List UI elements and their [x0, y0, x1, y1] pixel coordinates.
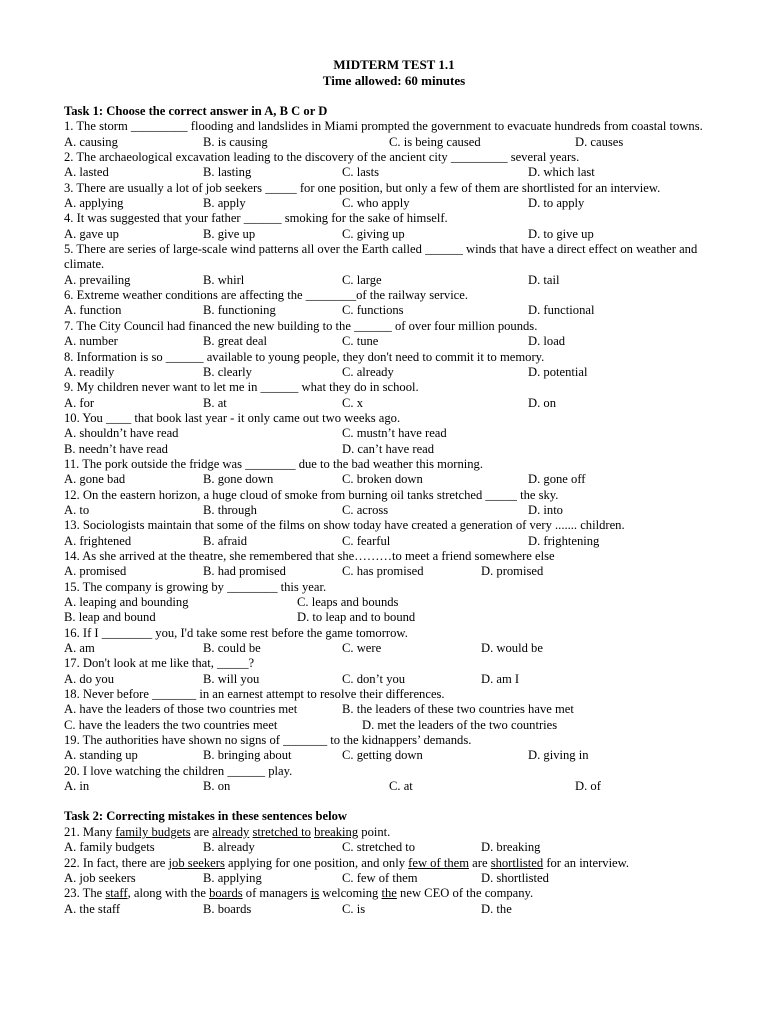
- option: A. lasted: [64, 165, 109, 180]
- option: A. prevailing: [64, 272, 131, 287]
- option: D. to leap and to bound: [297, 610, 416, 625]
- question-5: 5. There are series of large-scale wind patterns all over the Earth called ______ winds that have a direct effect on weather and climate.: [64, 242, 698, 272]
- option: B. leap and bound: [64, 610, 156, 625]
- option: A. causing: [64, 134, 118, 149]
- option: D. on: [528, 395, 556, 410]
- option: A. am: [64, 641, 95, 656]
- option: C. at: [389, 779, 413, 794]
- underlined-segment: job seekers: [168, 855, 225, 870]
- option: C. lasts: [342, 165, 380, 180]
- underlined-segment: stretched to: [252, 824, 311, 839]
- time-allowed: Time allowed: 60 minutes: [322, 73, 466, 88]
- underlined-segment: staff: [105, 886, 128, 901]
- option: B. gone down: [203, 472, 274, 487]
- question-7: 7. The City Council had financed the new building to the ______ of over four million pounds.: [64, 318, 538, 333]
- option: A. number: [64, 334, 118, 349]
- options-10: [64, 426, 724, 457]
- option: D. to apply: [528, 196, 585, 211]
- option: C. don’t you: [342, 671, 406, 686]
- option: C. were: [342, 641, 382, 656]
- question-14: 14. As she arrived at the theatre, she remembered that she………to meet a friend somewhere else: [64, 548, 555, 563]
- option: C. already: [342, 364, 394, 379]
- option: A. family budgets: [64, 840, 155, 855]
- option: B. the leaders of these two countries have met: [342, 702, 574, 717]
- options-22: [64, 871, 724, 886]
- option: C. mustn’t have read: [342, 426, 447, 441]
- option: A. for: [64, 395, 95, 410]
- option: C. across: [342, 502, 389, 517]
- option: D. shortlisted: [481, 870, 549, 885]
- question-3: 3. There are usually a lot of job seekers _____ for one position, but only a few of them are shortlisted for an interview.: [64, 180, 661, 195]
- option: B. had promised: [203, 564, 286, 579]
- option: D. into: [528, 502, 563, 517]
- underlined-segment: the: [381, 886, 397, 901]
- options-21: [64, 840, 724, 855]
- option: B. on: [203, 779, 231, 794]
- underlined-segment: few of them: [408, 855, 470, 870]
- option: D. promised: [481, 564, 544, 579]
- option: C. functions: [342, 303, 404, 318]
- option: C. broken down: [342, 472, 423, 487]
- task2-heading: Task 2: Correcting mistakes in these sentences below: [64, 809, 347, 824]
- option: D. am I: [481, 671, 520, 686]
- option: D. of: [575, 779, 601, 794]
- option: D. gone off: [528, 472, 586, 487]
- option: D. causes: [575, 134, 624, 149]
- option: A. standing up: [64, 748, 138, 763]
- task1-heading: Task 1: Choose the correct answer in A, B C or D: [64, 104, 328, 118]
- option: B. is causing: [203, 134, 268, 149]
- option: C. tune: [342, 334, 379, 349]
- options-13: [64, 534, 724, 549]
- option: D. load: [528, 334, 566, 349]
- underlined-segment: is: [310, 886, 320, 901]
- option: A. the staff: [64, 901, 121, 916]
- underlined-segment: breaking: [314, 824, 359, 839]
- question-4: 4. It was suggested that your father ______ smoking for the sake of himself.: [64, 211, 448, 226]
- option: A. leaping and bounding: [64, 595, 189, 609]
- option: B. afraid: [203, 533, 248, 548]
- option: A. function: [64, 303, 122, 318]
- option: B. will you: [203, 671, 260, 686]
- option: D. breaking: [481, 840, 541, 855]
- option: A. have the leaders of those two countries met: [64, 702, 298, 717]
- options-4: [64, 227, 724, 242]
- option: B. needn’t have read: [64, 441, 168, 456]
- option: D. met the leaders of the two countries: [362, 717, 558, 732]
- options-7: [64, 334, 724, 349]
- option: B. clearly: [203, 364, 252, 379]
- underlined-segment: already: [212, 824, 250, 839]
- question-21: 21. Many family budgets are already stretched to breaking point.: [64, 824, 391, 839]
- option: A. readily: [64, 364, 115, 379]
- underlined-segment: boards: [209, 886, 243, 901]
- question-2: 2. The archaeological excavation leading to the discovery of the ancient city _________ several years.: [64, 150, 580, 165]
- question-6: 6. Extreme weather conditions are affecting the ________of the railway service.: [64, 288, 469, 303]
- option: D. tail: [528, 272, 560, 287]
- question-20: 20. I love watching the children ______ play.: [64, 763, 293, 778]
- question-9: 9. My children never want to let me in ______ what they do in school.: [64, 380, 419, 395]
- option: C. have the leaders the two countries meet: [64, 717, 278, 732]
- option: B. through: [203, 502, 257, 517]
- option: B. functioning: [203, 303, 276, 318]
- question-23: 23. The staff, along with the boards of managers is welcoming the new CEO of the company.: [64, 886, 534, 901]
- options-18b: [64, 718, 724, 733]
- option: A. frightened: [64, 533, 132, 548]
- option: B. bringing about: [203, 748, 292, 763]
- option: B. already: [203, 840, 255, 855]
- option: D. would be: [481, 641, 543, 656]
- option: C. who apply: [342, 196, 410, 211]
- option: C. giving up: [342, 226, 405, 241]
- question-8: 8. Information is so ______ available to young people, they don't need to commit it to memory.: [64, 349, 545, 364]
- option: B. apply: [203, 196, 246, 211]
- underlined-segment: shortlisted: [490, 855, 544, 870]
- option: A. in: [64, 779, 90, 794]
- options-15: [64, 595, 724, 626]
- question-13: 13. Sociologists maintain that some of the films on show today have created a generation of very ....... children.: [64, 518, 625, 533]
- option: A. to: [64, 502, 90, 517]
- options-11: [64, 472, 724, 487]
- question-19: 19. The authorities have shown no signs of _______ to the kidnappers’ demands.: [64, 733, 472, 748]
- options-12: [64, 503, 724, 518]
- option: D. functional: [528, 303, 595, 318]
- option: C. has promised: [342, 564, 424, 579]
- option: D. to give up: [528, 226, 594, 241]
- options-23: [64, 902, 724, 917]
- options-9: [64, 396, 724, 411]
- option: C. is: [342, 901, 366, 916]
- option: D. frightening: [528, 533, 600, 548]
- option: A. job seekers: [64, 870, 136, 885]
- question-10: 10. You ____ that book last year - it only came out two weeks ago.: [64, 410, 401, 425]
- options-16: [64, 641, 724, 656]
- option: A. do you: [64, 671, 115, 686]
- option: B. lasting: [203, 165, 252, 180]
- option: D. giving in: [528, 748, 589, 763]
- options-8: [64, 365, 724, 380]
- question-17: 17. Don't look at me like that, _____?: [64, 656, 255, 671]
- option: A. promised: [64, 564, 127, 579]
- options-18: [64, 702, 724, 717]
- question-22: 22. In fact, there are job seekers applying for one position, and only few of them are shortlisted for an interview.: [64, 855, 630, 870]
- option: A. applying: [64, 196, 124, 211]
- option: C. large: [342, 272, 382, 287]
- option: C. few of them: [342, 870, 418, 885]
- options-14: [64, 564, 724, 579]
- options-19: [64, 748, 724, 763]
- option: B. at: [203, 395, 227, 410]
- question-12: 12. On the eastern horizon, a huge cloud of smoke from burning oil tanks stretched _____ the sky.: [64, 487, 559, 502]
- option: A. gave up: [64, 226, 119, 241]
- question-15: 15. The company is growing by ________ this year.: [64, 579, 327, 594]
- test-title: MIDTERM TEST 1.1: [333, 57, 455, 72]
- options-17: [64, 672, 724, 687]
- question-18: 18. Never before _______ in an earnest attempt to resolve their differences.: [64, 687, 445, 702]
- option: A. gone bad: [64, 472, 126, 487]
- options-2: [64, 165, 724, 180]
- options-1: [64, 135, 724, 150]
- option: D. the: [481, 901, 512, 916]
- options-6: [64, 303, 724, 318]
- question-16: 16. If I ________ you, I'd take some rest before the game tomorrow.: [64, 625, 408, 640]
- option: C. leaps and bounds: [297, 595, 399, 609]
- option: C. is being caused: [389, 134, 481, 149]
- option: C. x: [342, 395, 363, 410]
- option: C. getting down: [342, 748, 423, 763]
- option: B. could be: [203, 641, 261, 656]
- option: B. boards: [203, 901, 252, 916]
- option: B. whirl: [203, 272, 245, 287]
- option: B. applying: [203, 870, 262, 885]
- option: B. great deal: [203, 334, 267, 349]
- test-page: [64, 57, 724, 917]
- question-1: 1. The storm _________ flooding and landslides in Miami prompted the government to evacuate hundreds from coastal towns.: [64, 119, 703, 134]
- option: C. stretched to: [342, 840, 416, 855]
- option: C. fearful: [342, 533, 391, 548]
- question-11: 11. The pork outside the fridge was ________ due to the bad weather this morning.: [64, 456, 484, 471]
- option: D. can’t have read: [342, 441, 435, 456]
- option: A. shouldn’t have read: [64, 426, 179, 441]
- option: D. which last: [528, 165, 595, 180]
- option: D. potential: [528, 364, 588, 379]
- options-20: [64, 779, 724, 794]
- underlined-segment: family budgets: [115, 824, 191, 839]
- options-5: [64, 273, 724, 288]
- options-3: [64, 196, 724, 211]
- option: B. give up: [203, 226, 256, 241]
